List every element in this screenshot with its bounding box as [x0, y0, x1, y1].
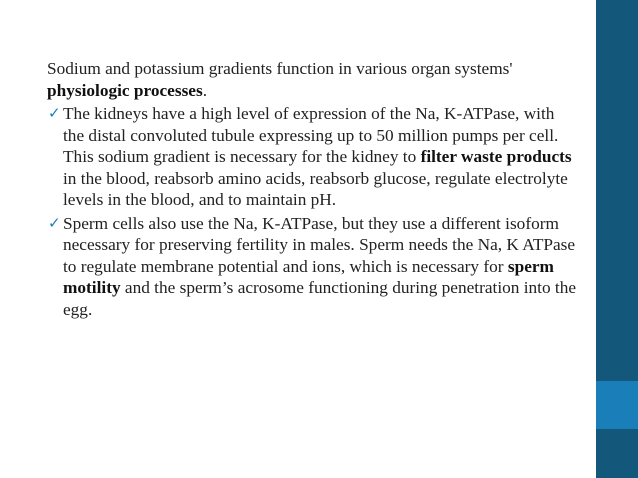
bullet-text: Sperm cells also use the Na, K-ATPase, but they use a different isoform necessary for preserving fertility in males. Sperm needs the Na, K ATPase to regulate membrane potential and ions, which is necessary for	[63, 213, 576, 276]
checkmark-icon: ✓	[48, 104, 61, 122]
bullet-text-end: in the blood, reabsorb amino acids, reabsorb glucose, regulate electrolyte levels in the blood, and to maintain pH.	[63, 168, 568, 209]
bullet-text: The kidneys have a high level of expression of the Na, K-ATPase, with the distal convoluted tubule expressing up to 50 million pumps per cell. This sodium gradient is necessary for the kidney to	[63, 104, 559, 166]
bullet-bold: filter waste products	[420, 147, 572, 166]
slide-content	[47, 58, 577, 322]
accent-block	[596, 381, 638, 429]
bullet-text-end: and the sperm’s acrosome functioning during penetration into the egg.	[63, 278, 577, 319]
intro-text: Sodium and potassium gradients function in various organ systems'	[47, 59, 513, 78]
intro-paragraph	[47, 58, 577, 101]
bullet-sperm	[47, 213, 577, 321]
checkmark-icon: ✓	[48, 213, 61, 232]
intro-bold: physiologic processes	[47, 80, 203, 100]
bullet-kidneys	[47, 103, 577, 211]
intro-text-end: .	[202, 80, 208, 100]
bullet-bold: sperm motility	[63, 256, 554, 297]
